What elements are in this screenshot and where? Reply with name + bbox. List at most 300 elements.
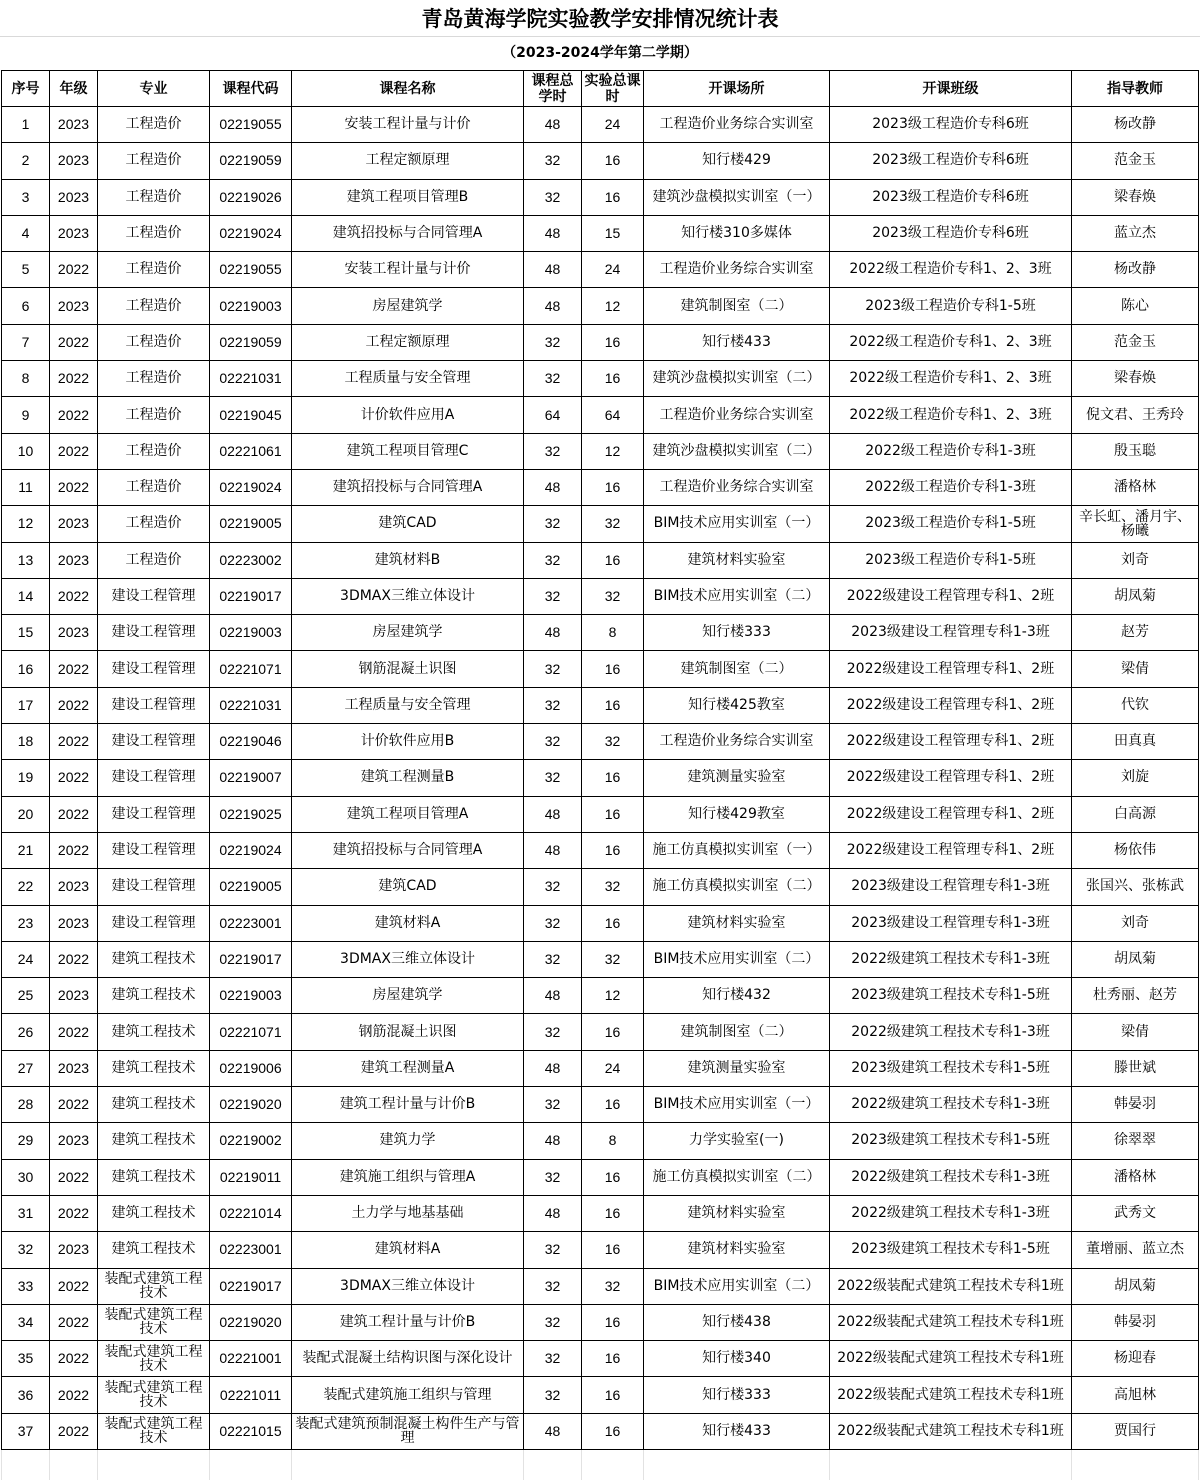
cell-course-name[interactable]: 钢筋混凝土识图 bbox=[292, 651, 524, 687]
cell-grade[interactable]: 2023 bbox=[50, 506, 98, 542]
cell-class-name[interactable]: 2022级工程造价专科1、2、3班 bbox=[830, 397, 1072, 433]
cell-lab-hours[interactable]: 16 bbox=[582, 542, 644, 578]
cell-grade[interactable]: 2022 bbox=[50, 361, 98, 397]
cell-course-code[interactable]: 02219025 bbox=[210, 796, 292, 832]
cell-lab-hours[interactable]: 16 bbox=[582, 687, 644, 723]
cell-class-name[interactable]: 2022级工程造价专科1、2、3班 bbox=[830, 324, 1072, 360]
cell-grade[interactable]: 2022 bbox=[50, 760, 98, 796]
cell-major[interactable]: 装配式建筑工程技术 bbox=[98, 1413, 210, 1449]
cell-hours[interactable]: 32 bbox=[524, 651, 582, 687]
cell-location[interactable]: 知行楼432 bbox=[644, 978, 830, 1014]
cell-course-name[interactable]: 建筑CAD bbox=[292, 506, 524, 542]
cell-course-code[interactable]: 02223002 bbox=[210, 542, 292, 578]
cell-teacher[interactable]: 梁倩 bbox=[1072, 1014, 1199, 1050]
cell-location[interactable]: BIM技术应用实训室（二） bbox=[644, 1268, 830, 1304]
cell-location[interactable]: 建筑测量实验室 bbox=[644, 1050, 830, 1086]
cell-course-name[interactable]: 建筑工程测量A bbox=[292, 1050, 524, 1086]
cell-seq[interactable]: 30 bbox=[2, 1159, 50, 1195]
cell-course-code[interactable]: 02221031 bbox=[210, 361, 292, 397]
cell-lab-hours[interactable]: 16 bbox=[582, 1413, 644, 1449]
cell-class-name[interactable]: 2022级装配式建筑工程技术专科1班 bbox=[830, 1413, 1072, 1449]
cell-teacher[interactable]: 赵芳 bbox=[1072, 615, 1199, 651]
cell-major[interactable]: 建筑工程技术 bbox=[98, 1195, 210, 1231]
cell-grade[interactable]: 2022 bbox=[50, 433, 98, 469]
cell-major[interactable]: 建设工程管理 bbox=[98, 832, 210, 868]
cell-teacher[interactable]: 陈心 bbox=[1072, 288, 1199, 324]
cell-location[interactable]: 建筑沙盘模拟实训室（一） bbox=[644, 179, 830, 215]
cell-teacher[interactable]: 梁春焕 bbox=[1072, 361, 1199, 397]
cell-hours[interactable]: 32 bbox=[524, 324, 582, 360]
cell-course-name[interactable]: 建筑工程项目管理A bbox=[292, 796, 524, 832]
cell-class-name[interactable]: 2022级装配式建筑工程技术专科1班 bbox=[830, 1377, 1072, 1413]
cell-seq[interactable]: 24 bbox=[2, 941, 50, 977]
cell-course-name[interactable]: 建筑材料A bbox=[292, 905, 524, 941]
cell-location[interactable]: BIM技术应用实训室（二） bbox=[644, 941, 830, 977]
cell-teacher[interactable]: 胡凤菊 bbox=[1072, 1268, 1199, 1304]
cell-location[interactable]: 知行楼433 bbox=[644, 1413, 830, 1449]
cell-lab-hours[interactable]: 16 bbox=[582, 1341, 644, 1377]
cell-grade[interactable]: 2022 bbox=[50, 252, 98, 288]
cell-location[interactable]: 建筑制图室（二） bbox=[644, 651, 830, 687]
cell-location[interactable]: 知行楼429教室 bbox=[644, 796, 830, 832]
cell-lab-hours[interactable]: 16 bbox=[582, 760, 644, 796]
cell-teacher[interactable]: 白高源 bbox=[1072, 796, 1199, 832]
cell-seq[interactable]: 9 bbox=[2, 397, 50, 433]
cell-class-name[interactable]: 2022级工程造价专科1、2、3班 bbox=[830, 361, 1072, 397]
cell-lab-hours[interactable]: 16 bbox=[582, 1159, 644, 1195]
cell-major[interactable]: 建设工程管理 bbox=[98, 905, 210, 941]
cell-location[interactable]: 施工仿真模拟实训室（二） bbox=[644, 869, 830, 905]
cell-teacher[interactable]: 代钦 bbox=[1072, 687, 1199, 723]
cell-lab-hours[interactable]: 16 bbox=[582, 1304, 644, 1340]
cell-seq[interactable]: 6 bbox=[2, 288, 50, 324]
cell-hours[interactable]: 32 bbox=[524, 143, 582, 179]
cell-grade[interactable]: 2022 bbox=[50, 1195, 98, 1231]
cell-hours[interactable]: 48 bbox=[524, 1195, 582, 1231]
cell-seq[interactable]: 10 bbox=[2, 433, 50, 469]
cell-major[interactable]: 工程造价 bbox=[98, 288, 210, 324]
cell-course-name[interactable]: 3DMAX三维立体设计 bbox=[292, 941, 524, 977]
cell-course-name[interactable]: 安装工程计量与计价 bbox=[292, 252, 524, 288]
cell-hours[interactable]: 32 bbox=[524, 869, 582, 905]
cell-seq[interactable]: 16 bbox=[2, 651, 50, 687]
cell-course-name[interactable]: 装配式混凝土结构识图与深化设计 bbox=[292, 1341, 524, 1377]
cell-major[interactable]: 建筑工程技术 bbox=[98, 1232, 210, 1268]
cell-grade[interactable]: 2023 bbox=[50, 107, 98, 143]
cell-teacher[interactable]: 杜秀丽、赵芳 bbox=[1072, 978, 1199, 1014]
cell-course-name[interactable]: 计价软件应用A bbox=[292, 397, 524, 433]
cell-teacher[interactable]: 刘旋 bbox=[1072, 760, 1199, 796]
cell-hours[interactable]: 32 bbox=[524, 724, 582, 760]
cell-teacher[interactable]: 殷玉聪 bbox=[1072, 433, 1199, 469]
cell-course-code[interactable]: 02219003 bbox=[210, 288, 292, 324]
cell-seq[interactable]: 17 bbox=[2, 687, 50, 723]
cell-course-code[interactable]: 02219055 bbox=[210, 252, 292, 288]
cell-location[interactable]: 工程造价业务综合实训室 bbox=[644, 469, 830, 505]
cell-location[interactable]: 建筑测量实验室 bbox=[644, 760, 830, 796]
cell-teacher[interactable]: 杨改静 bbox=[1072, 107, 1199, 143]
cell-lab-hours[interactable]: 12 bbox=[582, 433, 644, 469]
cell-course-name[interactable]: 建筑工程项目管理B bbox=[292, 179, 524, 215]
cell-major[interactable]: 建筑工程技术 bbox=[98, 1123, 210, 1159]
cell-grade[interactable]: 2023 bbox=[50, 1232, 98, 1268]
cell-seq[interactable]: 36 bbox=[2, 1377, 50, 1413]
cell-seq[interactable]: 29 bbox=[2, 1123, 50, 1159]
cell-grade[interactable]: 2023 bbox=[50, 905, 98, 941]
cell-grade[interactable]: 2022 bbox=[50, 651, 98, 687]
cell-hours[interactable]: 32 bbox=[524, 687, 582, 723]
cell-hours[interactable]: 48 bbox=[524, 1413, 582, 1449]
cell-course-code[interactable]: 02219003 bbox=[210, 615, 292, 651]
cell-location[interactable]: 工程造价业务综合实训室 bbox=[644, 724, 830, 760]
cell-course-code[interactable]: 02221001 bbox=[210, 1341, 292, 1377]
cell-hours[interactable]: 48 bbox=[524, 978, 582, 1014]
cell-class-name[interactable]: 2023级工程造价专科6班 bbox=[830, 143, 1072, 179]
cell-class-name[interactable]: 2023级工程造价专科1-5班 bbox=[830, 542, 1072, 578]
cell-major[interactable]: 建筑工程技术 bbox=[98, 1087, 210, 1123]
cell-hours[interactable]: 32 bbox=[524, 1159, 582, 1195]
cell-class-name[interactable]: 2022级建设工程管理专科1、2班 bbox=[830, 832, 1072, 868]
cell-course-code[interactable]: 02221071 bbox=[210, 1014, 292, 1050]
cell-lab-hours[interactable]: 64 bbox=[582, 397, 644, 433]
cell-hours[interactable]: 32 bbox=[524, 1268, 582, 1304]
cell-course-name[interactable]: 建筑工程计量与计价B bbox=[292, 1304, 524, 1340]
cell-hours[interactable]: 64 bbox=[524, 397, 582, 433]
cell-major[interactable]: 工程造价 bbox=[98, 252, 210, 288]
cell-course-code[interactable]: 02219059 bbox=[210, 324, 292, 360]
cell-class-name[interactable]: 2022级工程造价专科1-3班 bbox=[830, 433, 1072, 469]
cell-teacher[interactable]: 潘格林 bbox=[1072, 1159, 1199, 1195]
cell-location[interactable]: 建筑材料实验室 bbox=[644, 905, 830, 941]
cell-course-code[interactable]: 02221014 bbox=[210, 1195, 292, 1231]
cell-location[interactable]: 施工仿真模拟实训室（二） bbox=[644, 1159, 830, 1195]
cell-class-name[interactable]: 2022级装配式建筑工程技术专科1班 bbox=[830, 1304, 1072, 1340]
cell-lab-hours[interactable]: 16 bbox=[582, 651, 644, 687]
cell-teacher[interactable]: 贾国行 bbox=[1072, 1413, 1199, 1449]
cell-lab-hours[interactable]: 16 bbox=[582, 1232, 644, 1268]
cell-lab-hours[interactable]: 16 bbox=[582, 905, 644, 941]
cell-major[interactable]: 建筑工程技术 bbox=[98, 1050, 210, 1086]
cell-lab-hours[interactable]: 32 bbox=[582, 1268, 644, 1304]
cell-grade[interactable]: 2022 bbox=[50, 941, 98, 977]
cell-course-code[interactable]: 02219024 bbox=[210, 832, 292, 868]
cell-seq[interactable]: 18 bbox=[2, 724, 50, 760]
cell-grade[interactable]: 2022 bbox=[50, 324, 98, 360]
cell-location[interactable]: 知行楼340 bbox=[644, 1341, 830, 1377]
cell-class-name[interactable]: 2023级建设工程管理专科1-3班 bbox=[830, 869, 1072, 905]
cell-major[interactable]: 建设工程管理 bbox=[98, 724, 210, 760]
cell-course-code[interactable]: 02219024 bbox=[210, 469, 292, 505]
cell-teacher[interactable]: 范金玉 bbox=[1072, 324, 1199, 360]
cell-course-code[interactable]: 02219024 bbox=[210, 215, 292, 251]
cell-grade[interactable]: 2023 bbox=[50, 1123, 98, 1159]
cell-course-name[interactable]: 房屋建筑学 bbox=[292, 615, 524, 651]
cell-class-name[interactable]: 2023级工程造价专科6班 bbox=[830, 215, 1072, 251]
cell-seq[interactable]: 37 bbox=[2, 1413, 50, 1449]
cell-class-name[interactable]: 2023级建筑工程技术专科1-5班 bbox=[830, 1050, 1072, 1086]
cell-class-name[interactable]: 2022级装配式建筑工程技术专科1班 bbox=[830, 1268, 1072, 1304]
cell-course-code[interactable]: 02219017 bbox=[210, 578, 292, 614]
cell-location[interactable]: 知行楼333 bbox=[644, 615, 830, 651]
cell-grade[interactable]: 2023 bbox=[50, 1050, 98, 1086]
cell-teacher[interactable]: 杨依伟 bbox=[1072, 832, 1199, 868]
cell-location[interactable]: BIM技术应用实训室（一） bbox=[644, 506, 830, 542]
cell-teacher[interactable]: 梁倩 bbox=[1072, 651, 1199, 687]
cell-course-name[interactable]: 装配式建筑施工组织与管理 bbox=[292, 1377, 524, 1413]
cell-major[interactable]: 工程造价 bbox=[98, 107, 210, 143]
cell-seq[interactable]: 14 bbox=[2, 578, 50, 614]
cell-hours[interactable]: 48 bbox=[524, 215, 582, 251]
cell-teacher[interactable]: 滕世斌 bbox=[1072, 1050, 1199, 1086]
cell-teacher[interactable]: 刘奇 bbox=[1072, 905, 1199, 941]
cell-lab-hours[interactable]: 16 bbox=[582, 796, 644, 832]
cell-seq[interactable]: 20 bbox=[2, 796, 50, 832]
cell-location[interactable]: 建筑材料实验室 bbox=[644, 1232, 830, 1268]
cell-hours[interactable]: 32 bbox=[524, 179, 582, 215]
cell-lab-hours[interactable]: 24 bbox=[582, 1050, 644, 1086]
cell-grade[interactable]: 2023 bbox=[50, 143, 98, 179]
cell-grade[interactable]: 2022 bbox=[50, 1304, 98, 1340]
cell-course-name[interactable]: 建筑力学 bbox=[292, 1123, 524, 1159]
cell-teacher[interactable]: 杨迎春 bbox=[1072, 1341, 1199, 1377]
cell-seq[interactable]: 13 bbox=[2, 542, 50, 578]
cell-course-code[interactable]: 02219005 bbox=[210, 869, 292, 905]
cell-lab-hours[interactable]: 32 bbox=[582, 578, 644, 614]
cell-seq[interactable]: 8 bbox=[2, 361, 50, 397]
cell-class-name[interactable]: 2023级建设工程管理专科1-3班 bbox=[830, 905, 1072, 941]
cell-grade[interactable]: 2023 bbox=[50, 978, 98, 1014]
cell-class-name[interactable]: 2022级建筑工程技术专科1-3班 bbox=[830, 1014, 1072, 1050]
cell-seq[interactable]: 25 bbox=[2, 978, 50, 1014]
cell-teacher[interactable]: 徐翠翠 bbox=[1072, 1123, 1199, 1159]
cell-course-code[interactable]: 02219017 bbox=[210, 1268, 292, 1304]
cell-grade[interactable]: 2022 bbox=[50, 469, 98, 505]
cell-lab-hours[interactable]: 24 bbox=[582, 107, 644, 143]
cell-major[interactable]: 建设工程管理 bbox=[98, 796, 210, 832]
cell-course-code[interactable]: 02223001 bbox=[210, 1232, 292, 1268]
cell-class-name[interactable]: 2022级建设工程管理专科1、2班 bbox=[830, 687, 1072, 723]
cell-major[interactable]: 工程造价 bbox=[98, 143, 210, 179]
cell-seq[interactable]: 31 bbox=[2, 1195, 50, 1231]
cell-class-name[interactable]: 2023级建筑工程技术专科1-5班 bbox=[830, 1123, 1072, 1159]
cell-class-name[interactable]: 2023级工程造价专科6班 bbox=[830, 107, 1072, 143]
cell-teacher[interactable]: 高旭林 bbox=[1072, 1377, 1199, 1413]
cell-teacher[interactable]: 韩晏羽 bbox=[1072, 1304, 1199, 1340]
cell-course-name[interactable]: 建筑材料A bbox=[292, 1232, 524, 1268]
cell-teacher[interactable]: 胡凤菊 bbox=[1072, 941, 1199, 977]
cell-teacher[interactable]: 杨改静 bbox=[1072, 252, 1199, 288]
cell-course-name[interactable]: 土力学与地基基础 bbox=[292, 1195, 524, 1231]
cell-grade[interactable]: 2023 bbox=[50, 288, 98, 324]
cell-course-code[interactable]: 02219026 bbox=[210, 179, 292, 215]
cell-lab-hours[interactable]: 8 bbox=[582, 1123, 644, 1159]
cell-grade[interactable]: 2023 bbox=[50, 542, 98, 578]
cell-course-name[interactable]: 钢筋混凝土识图 bbox=[292, 1014, 524, 1050]
cell-class-name[interactable]: 2022级建设工程管理专科1、2班 bbox=[830, 796, 1072, 832]
cell-grade[interactable]: 2022 bbox=[50, 1014, 98, 1050]
cell-grade[interactable]: 2022 bbox=[50, 1268, 98, 1304]
cell-hours[interactable]: 48 bbox=[524, 288, 582, 324]
cell-seq[interactable]: 7 bbox=[2, 324, 50, 360]
cell-major[interactable]: 工程造价 bbox=[98, 397, 210, 433]
cell-class-name[interactable]: 2023级建设工程管理专科1-3班 bbox=[830, 615, 1072, 651]
cell-seq[interactable]: 33 bbox=[2, 1268, 50, 1304]
cell-class-name[interactable]: 2022级建筑工程技术专科1-3班 bbox=[830, 1159, 1072, 1195]
cell-major[interactable]: 建筑工程技术 bbox=[98, 978, 210, 1014]
cell-lab-hours[interactable]: 16 bbox=[582, 143, 644, 179]
cell-lab-hours[interactable]: 16 bbox=[582, 469, 644, 505]
cell-major[interactable]: 工程造价 bbox=[98, 179, 210, 215]
cell-location[interactable]: 知行楼310多媒体 bbox=[644, 215, 830, 251]
cell-hours[interactable]: 32 bbox=[524, 1232, 582, 1268]
cell-major[interactable]: 建设工程管理 bbox=[98, 615, 210, 651]
cell-location[interactable]: 工程造价业务综合实训室 bbox=[644, 252, 830, 288]
cell-lab-hours[interactable]: 16 bbox=[582, 1014, 644, 1050]
cell-course-code[interactable]: 02219055 bbox=[210, 107, 292, 143]
cell-lab-hours[interactable]: 16 bbox=[582, 179, 644, 215]
cell-hours[interactable]: 32 bbox=[524, 542, 582, 578]
cell-location[interactable]: 施工仿真模拟实训室（一） bbox=[644, 832, 830, 868]
cell-seq[interactable]: 35 bbox=[2, 1341, 50, 1377]
cell-location[interactable]: 知行楼433 bbox=[644, 324, 830, 360]
cell-class-name[interactable]: 2022级建筑工程技术专科1-3班 bbox=[830, 1087, 1072, 1123]
cell-lab-hours[interactable]: 12 bbox=[582, 288, 644, 324]
cell-course-code[interactable]: 02221015 bbox=[210, 1413, 292, 1449]
cell-seq[interactable]: 3 bbox=[2, 179, 50, 215]
cell-seq[interactable]: 4 bbox=[2, 215, 50, 251]
cell-seq[interactable]: 12 bbox=[2, 506, 50, 542]
cell-teacher[interactable]: 倪文君、王秀玲 bbox=[1072, 397, 1199, 433]
cell-location[interactable]: 建筑沙盘模拟实训室（二） bbox=[644, 361, 830, 397]
cell-teacher[interactable]: 胡凤菊 bbox=[1072, 578, 1199, 614]
cell-grade[interactable]: 2023 bbox=[50, 215, 98, 251]
cell-course-code[interactable]: 02219046 bbox=[210, 724, 292, 760]
cell-course-name[interactable]: 3DMAX三维立体设计 bbox=[292, 1268, 524, 1304]
cell-teacher[interactable]: 张国兴、张栋武 bbox=[1072, 869, 1199, 905]
cell-major[interactable]: 建筑工程技术 bbox=[98, 941, 210, 977]
cell-grade[interactable]: 2022 bbox=[50, 1413, 98, 1449]
cell-grade[interactable]: 2022 bbox=[50, 397, 98, 433]
cell-course-code[interactable]: 02221031 bbox=[210, 687, 292, 723]
cell-lab-hours[interactable]: 16 bbox=[582, 832, 644, 868]
cell-seq[interactable]: 15 bbox=[2, 615, 50, 651]
cell-course-name[interactable]: 建筑工程计量与计价B bbox=[292, 1087, 524, 1123]
cell-course-name[interactable]: 安装工程计量与计价 bbox=[292, 107, 524, 143]
cell-course-name[interactable]: 工程质量与安全管理 bbox=[292, 687, 524, 723]
cell-grade[interactable]: 2023 bbox=[50, 869, 98, 905]
cell-teacher[interactable]: 蓝立杰 bbox=[1072, 215, 1199, 251]
cell-location[interactable]: 知行楼333 bbox=[644, 1377, 830, 1413]
cell-teacher[interactable]: 韩晏羽 bbox=[1072, 1087, 1199, 1123]
cell-hours[interactable]: 48 bbox=[524, 1123, 582, 1159]
cell-seq[interactable]: 11 bbox=[2, 469, 50, 505]
cell-course-code[interactable]: 02219045 bbox=[210, 397, 292, 433]
cell-hours[interactable]: 32 bbox=[524, 433, 582, 469]
cell-major[interactable]: 建筑工程技术 bbox=[98, 1014, 210, 1050]
cell-hours[interactable]: 48 bbox=[524, 469, 582, 505]
cell-seq[interactable]: 26 bbox=[2, 1014, 50, 1050]
cell-course-name[interactable]: 工程定额原理 bbox=[292, 143, 524, 179]
cell-major[interactable]: 工程造价 bbox=[98, 324, 210, 360]
cell-class-name[interactable]: 2023级建筑工程技术专科1-5班 bbox=[830, 978, 1072, 1014]
cell-class-name[interactable]: 2022级装配式建筑工程技术专科1班 bbox=[830, 1341, 1072, 1377]
cell-lab-hours[interactable]: 24 bbox=[582, 252, 644, 288]
cell-grade[interactable]: 2022 bbox=[50, 578, 98, 614]
cell-location[interactable]: 知行楼429 bbox=[644, 143, 830, 179]
cell-location[interactable]: 知行楼425教室 bbox=[644, 687, 830, 723]
cell-course-name[interactable]: 房屋建筑学 bbox=[292, 288, 524, 324]
cell-major[interactable]: 工程造价 bbox=[98, 361, 210, 397]
cell-grade[interactable]: 2022 bbox=[50, 796, 98, 832]
cell-major[interactable]: 装配式建筑工程技术 bbox=[98, 1377, 210, 1413]
cell-lab-hours[interactable]: 16 bbox=[582, 361, 644, 397]
cell-course-name[interactable]: 3DMAX三维立体设计 bbox=[292, 578, 524, 614]
cell-class-name[interactable]: 2023级建筑工程技术专科1-5班 bbox=[830, 1232, 1072, 1268]
cell-location[interactable]: 建筑材料实验室 bbox=[644, 1195, 830, 1231]
cell-lab-hours[interactable]: 12 bbox=[582, 978, 644, 1014]
cell-grade[interactable]: 2022 bbox=[50, 1087, 98, 1123]
cell-course-name[interactable]: 装配式建筑预制混凝土构件生产与管理 bbox=[292, 1413, 524, 1449]
cell-seq[interactable]: 5 bbox=[2, 252, 50, 288]
cell-teacher[interactable]: 潘格林 bbox=[1072, 469, 1199, 505]
cell-lab-hours[interactable]: 15 bbox=[582, 215, 644, 251]
cell-major[interactable]: 工程造价 bbox=[98, 215, 210, 251]
cell-location[interactable]: 建筑制图室（二） bbox=[644, 288, 830, 324]
cell-hours[interactable]: 32 bbox=[524, 361, 582, 397]
cell-seq[interactable]: 23 bbox=[2, 905, 50, 941]
cell-class-name[interactable]: 2022级建筑工程技术专科1-3班 bbox=[830, 1195, 1072, 1231]
cell-hours[interactable]: 32 bbox=[524, 1341, 582, 1377]
cell-seq[interactable]: 2 bbox=[2, 143, 50, 179]
cell-hours[interactable]: 32 bbox=[524, 941, 582, 977]
cell-teacher[interactable]: 田真真 bbox=[1072, 724, 1199, 760]
cell-teacher[interactable]: 董增丽、蓝立杰 bbox=[1072, 1232, 1199, 1268]
cell-major[interactable]: 建设工程管理 bbox=[98, 651, 210, 687]
cell-course-code[interactable]: 02219020 bbox=[210, 1304, 292, 1340]
cell-course-name[interactable]: 建筑材料B bbox=[292, 542, 524, 578]
cell-lab-hours[interactable]: 16 bbox=[582, 1377, 644, 1413]
cell-hours[interactable]: 32 bbox=[524, 905, 582, 941]
cell-course-code[interactable]: 02221071 bbox=[210, 651, 292, 687]
cell-course-code[interactable]: 02221011 bbox=[210, 1377, 292, 1413]
cell-hours[interactable]: 48 bbox=[524, 796, 582, 832]
cell-course-code[interactable]: 02221061 bbox=[210, 433, 292, 469]
cell-grade[interactable]: 2022 bbox=[50, 832, 98, 868]
cell-course-code[interactable]: 02219002 bbox=[210, 1123, 292, 1159]
cell-major[interactable]: 装配式建筑工程技术 bbox=[98, 1268, 210, 1304]
cell-seq[interactable]: 34 bbox=[2, 1304, 50, 1340]
cell-hours[interactable]: 48 bbox=[524, 252, 582, 288]
cell-course-code[interactable]: 02219011 bbox=[210, 1159, 292, 1195]
cell-hours[interactable]: 48 bbox=[524, 832, 582, 868]
cell-teacher[interactable]: 辛长虹、潘月宇、杨曦 bbox=[1072, 506, 1199, 542]
cell-location[interactable]: 工程造价业务综合实训室 bbox=[644, 107, 830, 143]
cell-class-name[interactable]: 2023级工程造价专科6班 bbox=[830, 179, 1072, 215]
cell-class-name[interactable]: 2022级工程造价专科1-3班 bbox=[830, 469, 1072, 505]
cell-course-code[interactable]: 02219017 bbox=[210, 941, 292, 977]
cell-major[interactable]: 建设工程管理 bbox=[98, 760, 210, 796]
cell-lab-hours[interactable]: 16 bbox=[582, 1195, 644, 1231]
cell-grade[interactable]: 2023 bbox=[50, 179, 98, 215]
cell-course-name[interactable]: 建筑招投标与合同管理A bbox=[292, 215, 524, 251]
cell-major[interactable]: 工程造价 bbox=[98, 542, 210, 578]
cell-course-name[interactable]: 建筑施工组织与管理A bbox=[292, 1159, 524, 1195]
cell-course-name[interactable]: 建筑招投标与合同管理A bbox=[292, 469, 524, 505]
cell-major[interactable]: 工程造价 bbox=[98, 506, 210, 542]
cell-major[interactable]: 装配式建筑工程技术 bbox=[98, 1341, 210, 1377]
cell-location[interactable]: BIM技术应用实训室（二） bbox=[644, 578, 830, 614]
cell-course-code[interactable]: 02219006 bbox=[210, 1050, 292, 1086]
